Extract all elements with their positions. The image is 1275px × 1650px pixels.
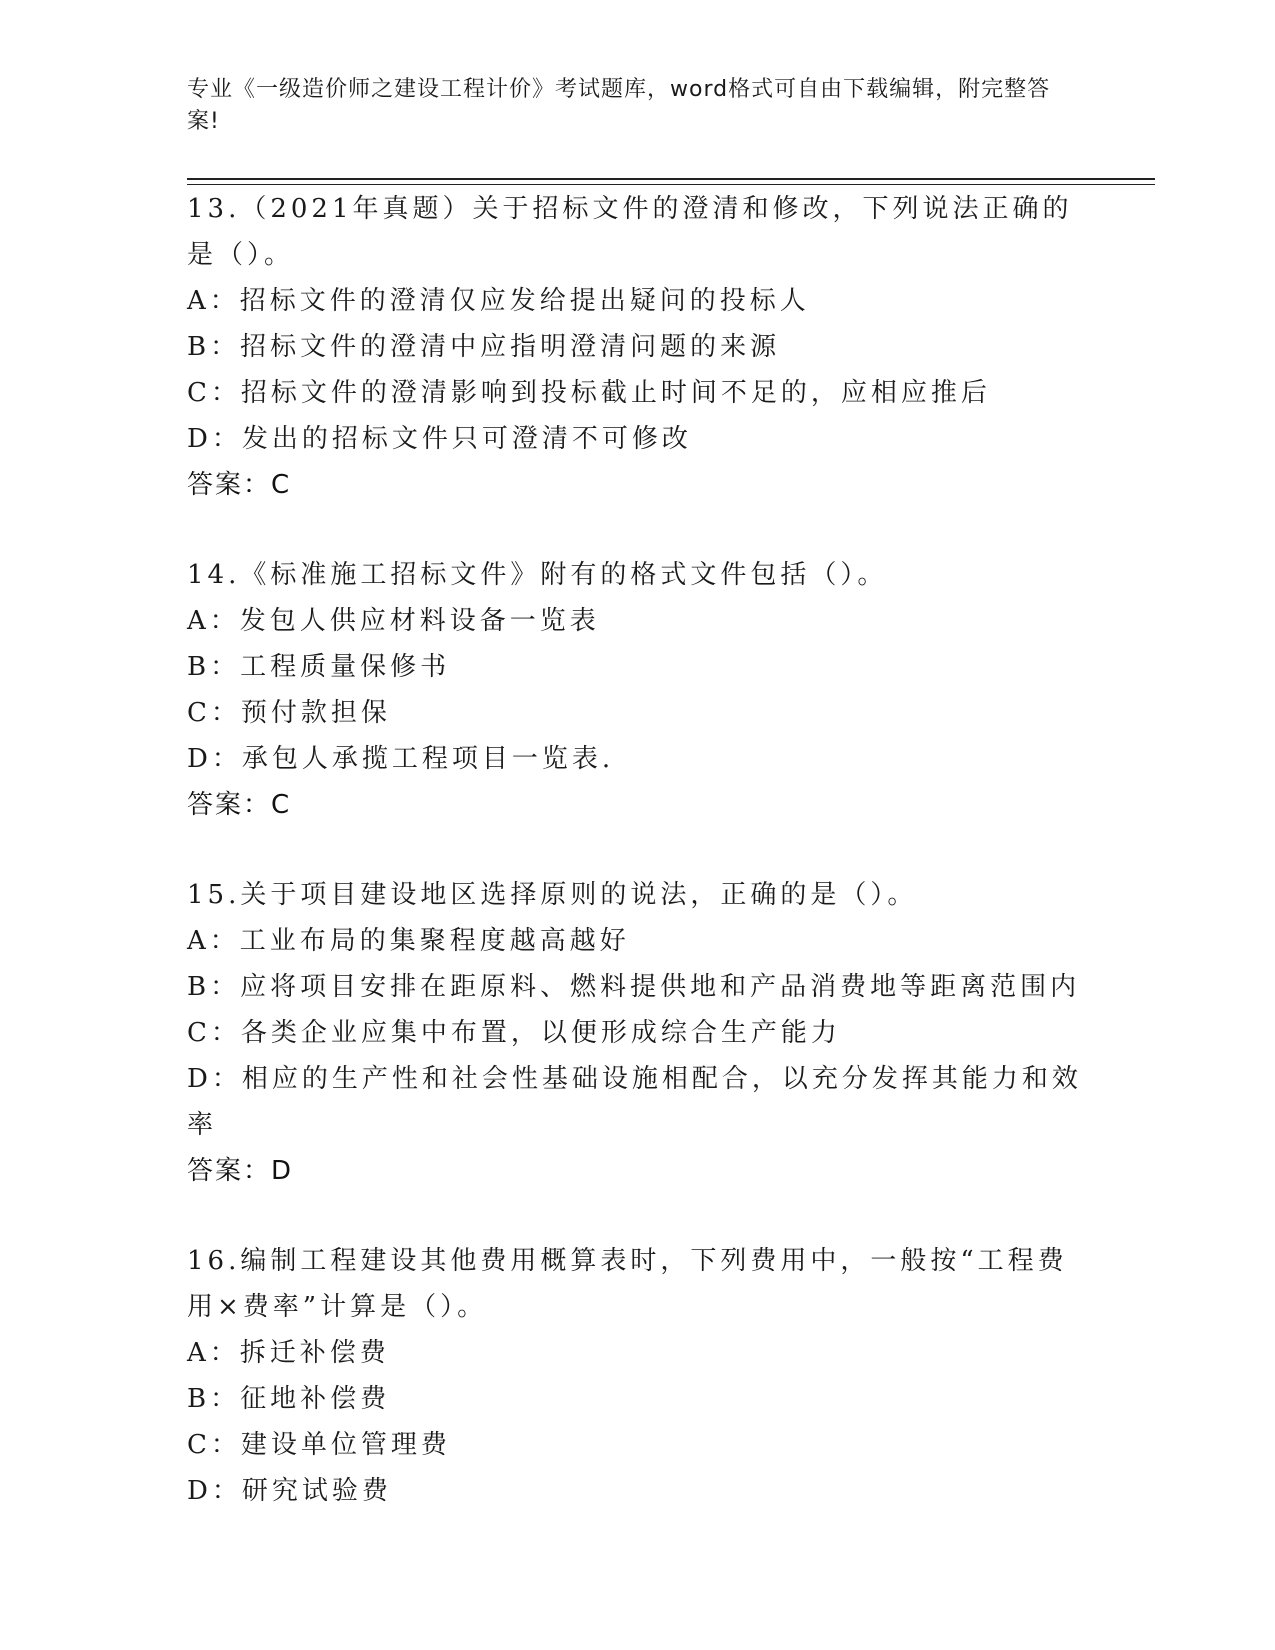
option-c: C：建设单位管理费	[187, 1430, 451, 1460]
answer-line: 答案：C	[187, 790, 292, 820]
question-stem: 13.（2021年真题）关于招标文件的澄清和修改，下列说法正确的是（）。	[187, 194, 1073, 270]
option-c: C：预付款担保	[187, 698, 391, 728]
document-header: 专业《一级造价师之建设工程计价》考试题库，word格式可自由下载编辑，附完整答案!	[187, 77, 1051, 134]
option-b: B：征地补偿费	[187, 1384, 391, 1414]
option-d: D：发出的招标文件只可澄清不可修改	[187, 424, 692, 454]
option-a: A：招标文件的澄清仅应发给提出疑问的投标人	[187, 286, 810, 316]
question-stem: 16.编制工程建设其他费用概算表时，下列费用中，一般按“工程费用×费率”计算是（）。	[187, 1246, 1068, 1322]
question-stem: 15.关于项目建设地区选择原则的说法，正确的是（）。	[187, 880, 918, 910]
header-divider-thick	[187, 178, 1155, 180]
option-b: B：应将项目安排在距原料、燃料提供地和产品消费地等距离范围内	[187, 972, 1081, 1002]
header-divider-thin	[187, 184, 1155, 185]
option-d: D：相应的生产性和社会性基础设施相配合，以充分发挥其能力和效率	[187, 1064, 1082, 1140]
option-a: A：工业布局的集聚程度越高越好	[187, 926, 630, 956]
question-16	[187, 1238, 1087, 1514]
answer-line: 答案：D	[187, 1156, 294, 1186]
answer-line: 答案：C	[187, 470, 292, 500]
question-14	[187, 552, 1087, 828]
option-d: D：研究试验费	[187, 1476, 392, 1506]
option-b: B：工程质量保修书	[187, 652, 451, 682]
option-a: A：发包人供应材料设备一览表	[187, 606, 600, 636]
option-d: D：承包人承揽工程项目一览表.	[187, 744, 615, 774]
option-c: C：招标文件的澄清影响到投标截止时间不足的，应相应推后	[187, 378, 991, 408]
question-stem: 14.《标准施工招标文件》附有的格式文件包括（）。	[187, 560, 888, 590]
option-a: A：拆迁补偿费	[187, 1338, 390, 1368]
question-15	[187, 872, 1087, 1194]
question-13	[187, 186, 1087, 508]
question-list	[187, 186, 1087, 1558]
option-c: C：各类企业应集中布置，以便形成综合生产能力	[187, 1018, 841, 1048]
option-b: B：招标文件的澄清中应指明澄清问题的来源	[187, 332, 781, 362]
